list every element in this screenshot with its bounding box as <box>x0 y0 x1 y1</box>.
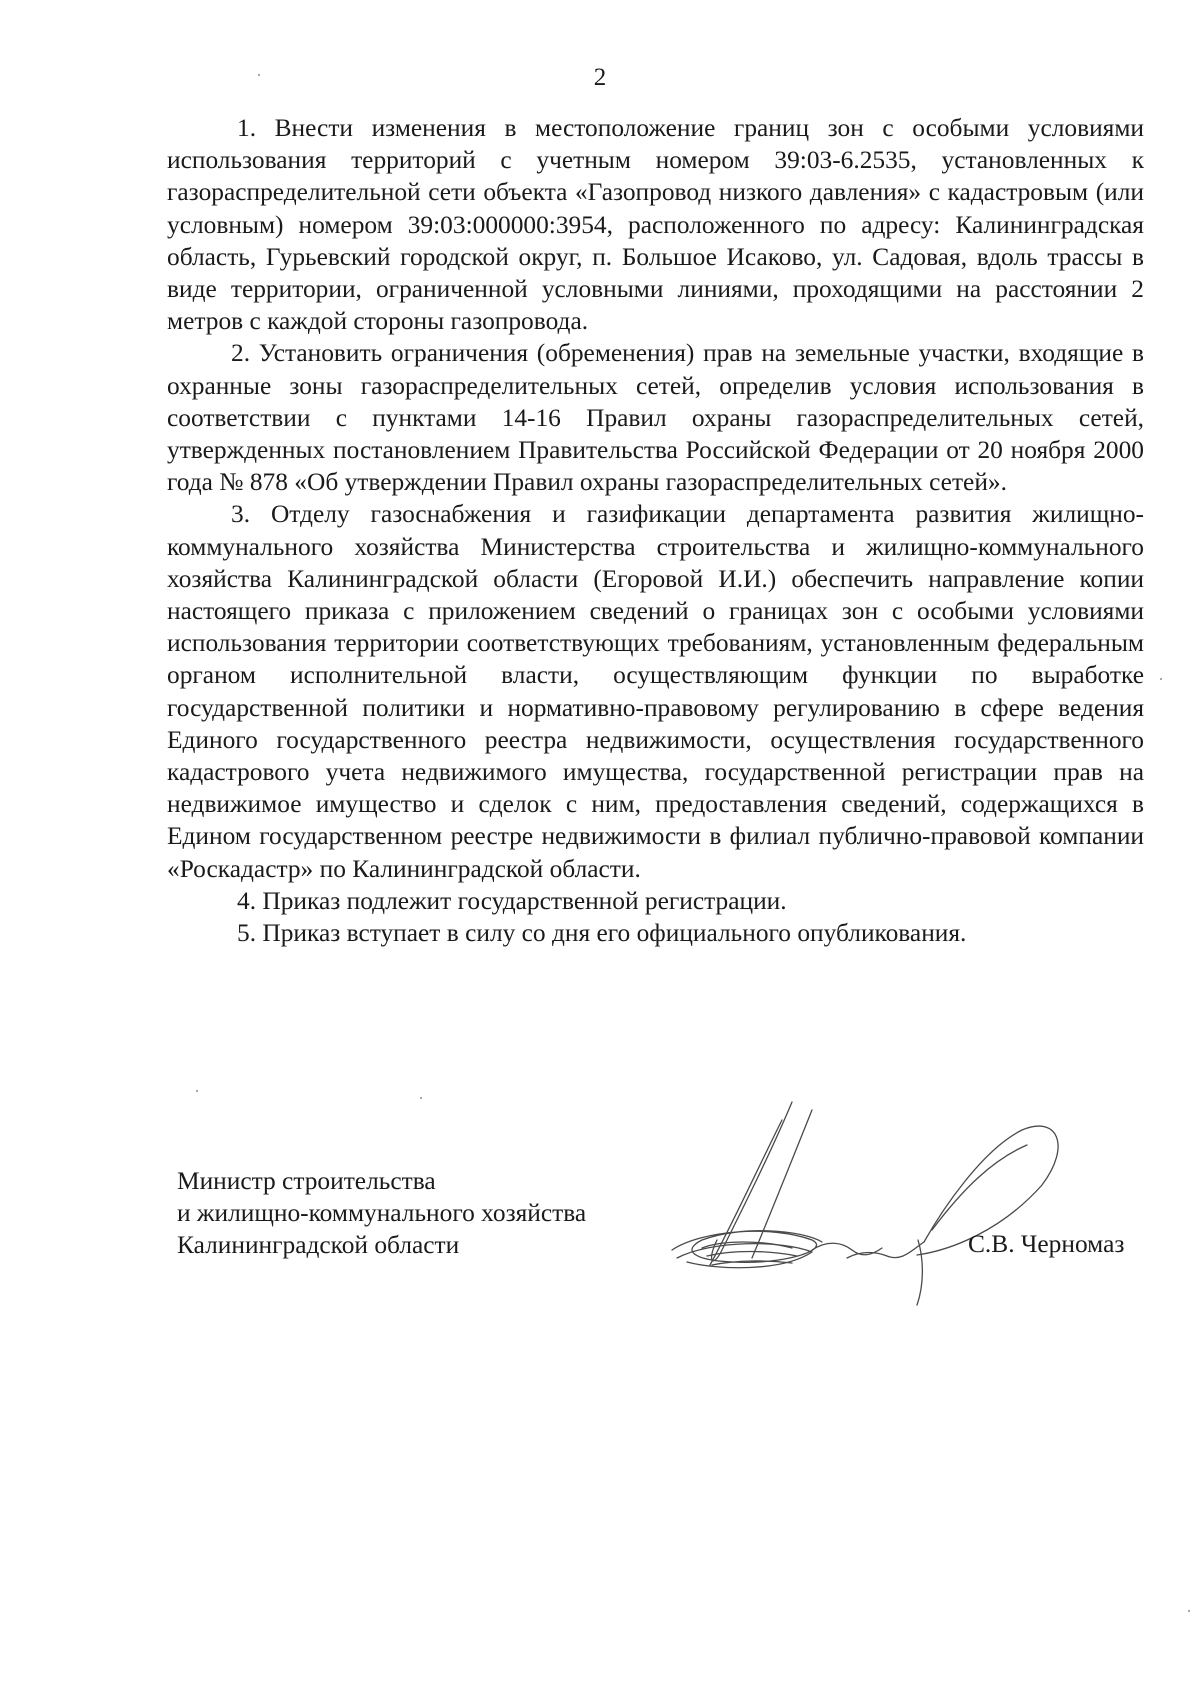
document-body <box>167 112 1144 949</box>
signatory-name: С.В. Черномаз <box>968 1230 1125 1258</box>
scan-speck <box>1160 678 1162 680</box>
signatory-position-line: Калининградской области <box>177 1231 460 1259</box>
page-number: 2 <box>593 64 607 91</box>
paragraph-5: 5. Приказ вступает в силу со дня его официального опубликования. <box>237 919 967 948</box>
paragraph-4: 4. Приказ подлежит государственной регистрации. <box>237 886 787 915</box>
signatory-position-line: и жилищно-коммунального хозяйства <box>177 1199 587 1227</box>
scan-speck <box>196 1090 198 1092</box>
paragraph-1: 1. Внести изменения в местоположение границ зон с особыми условиями использования территорий с учетным номером 39:03-6.2535, установленных к газораспределительной сети объекта «Газопровод низкого давления» с кадастровым (или условным) номером 39:03:000000:3954, расположенного по адресу: Калининградская область, Гурьевский городской округ, п. Большое Исаково, ул. Садовая, вдоль трассы в виде территории, ограниченной условными линиями, проходящими на расстоянии 2 метров с каждой стороны газопровода. <box>167 114 1144 336</box>
handwritten-signature <box>662 1090 1102 1310</box>
scan-speck <box>420 1097 422 1099</box>
signatory-position <box>177 1165 586 1261</box>
signatory-position-line: Министр строительства <box>177 1167 436 1195</box>
paragraph-3: 3. Отделу газоснабжения и газификации департамента развития жилищно-коммунального хозяйства Министерства строительства и жилищно-коммунального хозяйства Калининградской области (Егоровой И.И.) обеспечить направление копии настоящего приказа с приложением сведений о границах зон с особыми условиями использования территории соответствующих требованиям, установленным федеральным органом исполнительной власти, осуществляющим функции по выработке государственной политики и нормативно-правовому регулированию в сфере ведения Единого государственного реестра недвижимости, осуществления государственного кадастрового учета недвижимого имущества, государственной регистрации прав на недвижимое имущество и сделок с ним, предоставления сведений, содержащихся в Едином государственном реестре недвижимости в филиал публично-правовой компании «Роскадастр» по Калининградской области. <box>167 500 1144 883</box>
paragraph-2: 2. Установить ограничения (обременения) прав на земельные участки, входящие в охранные зоны газораспределительных сетей, определив условия использования в соответствии с пунктами 14-16 Правил охраны газораспределительных сетей, утвержденных постановлением Правительства Российской Федерации от 20 ноября 2000 года № 878 «Об утверждении Правил охраны газораспределительных сетей». <box>167 339 1144 497</box>
scan-speck <box>258 74 260 76</box>
scan-speck <box>1188 1610 1190 1612</box>
